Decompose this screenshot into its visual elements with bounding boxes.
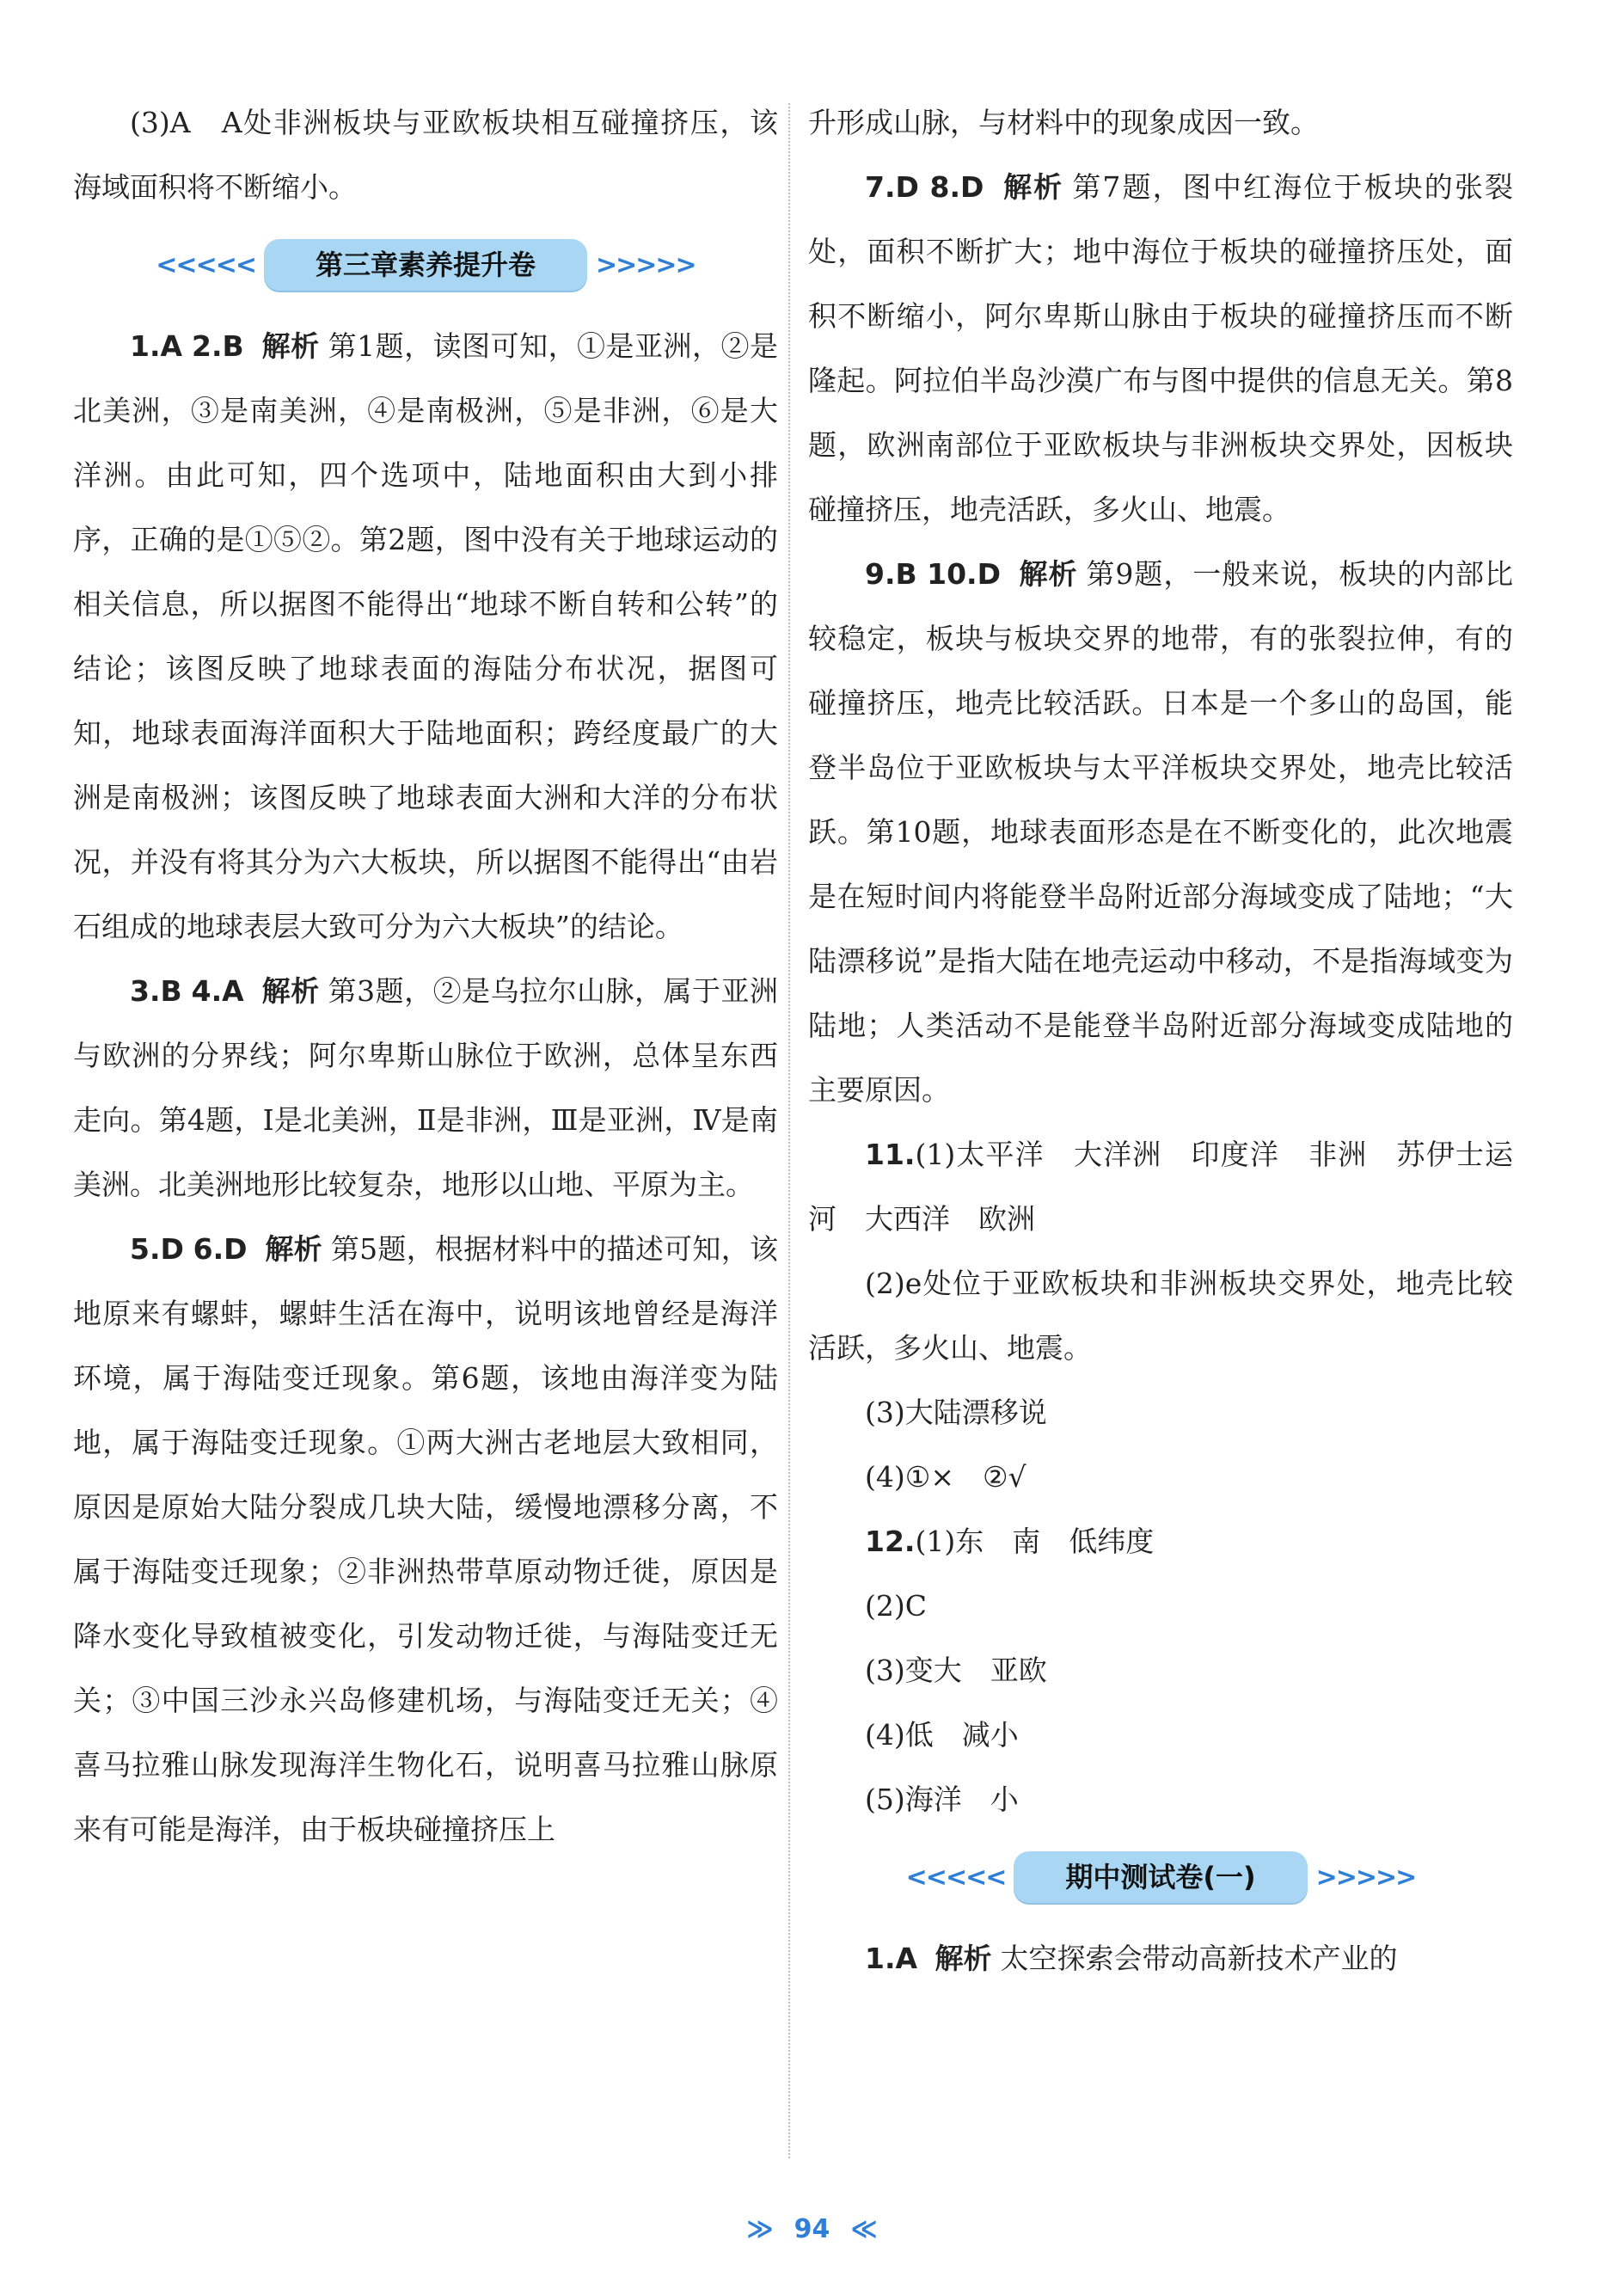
analysis-text: 第5题，根据材料中的描述可知，该地原来有螺蚌，螺蚌生活在海中，说明该地曾经是海洋环境，属于海陆变迁现象。第6题，该地由海洋变为陆地，属于海陆变迁现象。①两大洲古老地层大致相同，原因是原始大陆分裂成几块大陆，缓慢地漂移分离，不属于海陆变迁现象；②非洲热带草原动物迁徙，原因是降水变化导致植被变化，引发动物迁徙，与海陆变迁无关；③中国三沙永兴岛修建机场，与海陆变迁无关；④喜马拉雅山脉发现海洋生物化石，说明喜马拉雅山脉原来有可能是海洋，由于板块碰撞挤压上 bbox=[73, 1232, 778, 1846]
left-arrows-icon: <<<<< bbox=[156, 249, 255, 280]
section-title: 第三章素养提升卷 bbox=[264, 239, 587, 291]
right-arrows-icon: >>>>> bbox=[596, 249, 696, 280]
analysis-text: 第7题，图中红海位于板块的张裂处，面积不断扩大；地中海位于板块的碰撞挤压处，面积不断缩小，阿尔卑斯山脉由于板块的碰撞挤压而不断隆起。阿拉伯半岛沙漠广布与图中提供的信息无关。第8题，欧洲南部位于亚欧板块与非洲板块交界处，因板块碰撞挤压，地壳活跃，多火山、地震。 bbox=[808, 170, 1514, 526]
analysis-text: 第1题，读图可知，①是亚洲，②是北美洲，③是南美洲，④是南极洲，⑤是非洲，⑥是大洋洲。由此可知，四个选项中，陆地面积由大到小排序，正确的是①⑤②。第2题，图中没有关于地球运动的相关信息，所以据图不能得出“地球不断自转和公转”的结论；该图反映了地球表面的海陆分布状况，据图可知，地球表面海洋面积大于陆地面积；跨经度最广的大洲是南极洲；该图反映了地球表面大洲和大洋的分布状况，并没有将其分为六大板块，所以据图不能得出“由岩石组成的地球表层大致可分为六大板块”的结论。 bbox=[73, 329, 778, 943]
answer-letter: A bbox=[895, 1942, 918, 1975]
analysis-label: 解析 bbox=[261, 974, 320, 1008]
answer-q1-2 bbox=[73, 314, 778, 959]
analysis-label: 解析 bbox=[1003, 170, 1064, 204]
answer-letter: A bbox=[160, 329, 183, 363]
right-column bbox=[808, 90, 1513, 1991]
answer-letter: D bbox=[160, 1232, 184, 1266]
footer-left-mark-icon: ≫ bbox=[746, 2214, 774, 2244]
section-title: 期中测试卷(一) bbox=[1014, 1851, 1307, 1903]
answer-q7-8 bbox=[808, 155, 1513, 542]
question-number: 1. bbox=[130, 329, 161, 363]
answer-q12-part3: (3)变大 亚欧 bbox=[865, 1654, 1047, 1687]
answer-letter: B bbox=[160, 974, 182, 1008]
question-number: 3. bbox=[130, 974, 161, 1008]
analysis-label: 解析 bbox=[265, 1232, 322, 1266]
page-footer bbox=[0, 2214, 1624, 2244]
left-column bbox=[73, 90, 778, 1862]
left-arrows-icon: <<<<< bbox=[905, 1862, 1006, 1893]
answer-letter: B bbox=[222, 329, 244, 363]
answer-text: (1)太平洋 大洋洲 印度洋 非洲 苏伊士运河 大西洋 欧洲 bbox=[808, 1138, 1513, 1236]
analysis-text: 太空探索会带动高新技术产业的 bbox=[1000, 1942, 1398, 1975]
page-number: 94 bbox=[794, 2214, 830, 2244]
answer-letter: D bbox=[224, 1232, 248, 1266]
answer-letter: D bbox=[960, 170, 984, 204]
answer-q11-part4: (4)①× ②√ bbox=[865, 1460, 1026, 1494]
answer-letter: D bbox=[977, 557, 1001, 591]
question-number: 1. bbox=[865, 1942, 896, 1975]
analysis-label: 解析 bbox=[1019, 557, 1078, 591]
question-number: 4. bbox=[191, 974, 223, 1008]
analysis-text: 第9题，一般来说，板块的内部比较稳定，板块与板块交界的地带，有的张裂拉伸，有的碰撞挤压，地壳比较活跃。日本是一个多山的岛国，能登半岛位于亚欧板块与太平洋板块交界处，地壳比较活跃。第10题，地球表面形态是在不断变化的，此次地震是在短时间内将能登半岛附近部分海域变成了陆地；“大陆漂移说”是指大陆在地壳运动中移动，不是指海域变为陆地；人类活动不是能登半岛附近部分海域变成陆地的主要原因。 bbox=[808, 557, 1514, 1107]
answer-q12-part4: (4)低 减小 bbox=[865, 1718, 1019, 1752]
answer-q5-6 bbox=[73, 1217, 778, 1862]
question-number: 12. bbox=[865, 1525, 916, 1558]
answer-q11-part3: (3)大陆漂移说 bbox=[865, 1396, 1047, 1429]
question-number: 2. bbox=[192, 329, 223, 363]
question-number: 5. bbox=[130, 1232, 161, 1266]
question-number: 6. bbox=[193, 1232, 224, 1266]
column-divider bbox=[788, 103, 790, 2158]
answer-q12-part1 bbox=[808, 1509, 1513, 1574]
question-number: 8. bbox=[929, 170, 961, 204]
answer-letter: B bbox=[895, 557, 917, 591]
answer-letter: A bbox=[222, 974, 244, 1008]
answer-q11-part1 bbox=[808, 1122, 1513, 1251]
answer-text: (1)东 南 低纬度 bbox=[915, 1525, 1155, 1558]
analysis-label: 解析 bbox=[935, 1942, 992, 1975]
analysis-label: 解析 bbox=[261, 329, 320, 363]
question-number: 7. bbox=[865, 170, 896, 204]
section-header-midterm bbox=[808, 1838, 1513, 1916]
analysis-text: 第3题，②是乌拉尔山脉，属于亚洲与欧洲的分界线；阿尔卑斯山脉位于欧洲，总体呈东西走向。第4题，Ⅰ是北美洲，Ⅱ是非洲，Ⅲ是亚洲，Ⅳ是南美洲。北美洲地形比较复杂，地形以山地、平原为主。 bbox=[73, 974, 778, 1201]
question-number: 10. bbox=[927, 557, 977, 591]
answer-midterm-q1 bbox=[808, 1926, 1513, 1991]
answer-q3-4 bbox=[73, 959, 778, 1217]
answer-q12-part5: (5)海洋 小 bbox=[865, 1783, 1019, 1816]
section-header-chapter3 bbox=[73, 226, 778, 304]
answer-letter: D bbox=[895, 170, 919, 204]
answer-q9-10 bbox=[808, 542, 1513, 1122]
footer-right-mark-icon: ≪ bbox=[850, 2214, 878, 2244]
right-arrows-icon: >>>>> bbox=[1315, 1862, 1416, 1893]
question-number: 9. bbox=[865, 557, 896, 591]
answer-q12-part2: (2)C bbox=[865, 1589, 927, 1623]
q-3-continuation: (3)A A处非洲板块与亚欧板块相互碰撞挤压，该海域面积将不断缩小。 bbox=[73, 106, 778, 204]
answer-q11-part2: (2)e处位于亚欧板块和非洲板块交界处，地壳比较活跃，多火山、地震。 bbox=[808, 1267, 1513, 1365]
question-number: 11. bbox=[865, 1138, 916, 1171]
q-6-continuation: 升形成山脉，与材料中的现象成因一致。 bbox=[808, 106, 1319, 139]
